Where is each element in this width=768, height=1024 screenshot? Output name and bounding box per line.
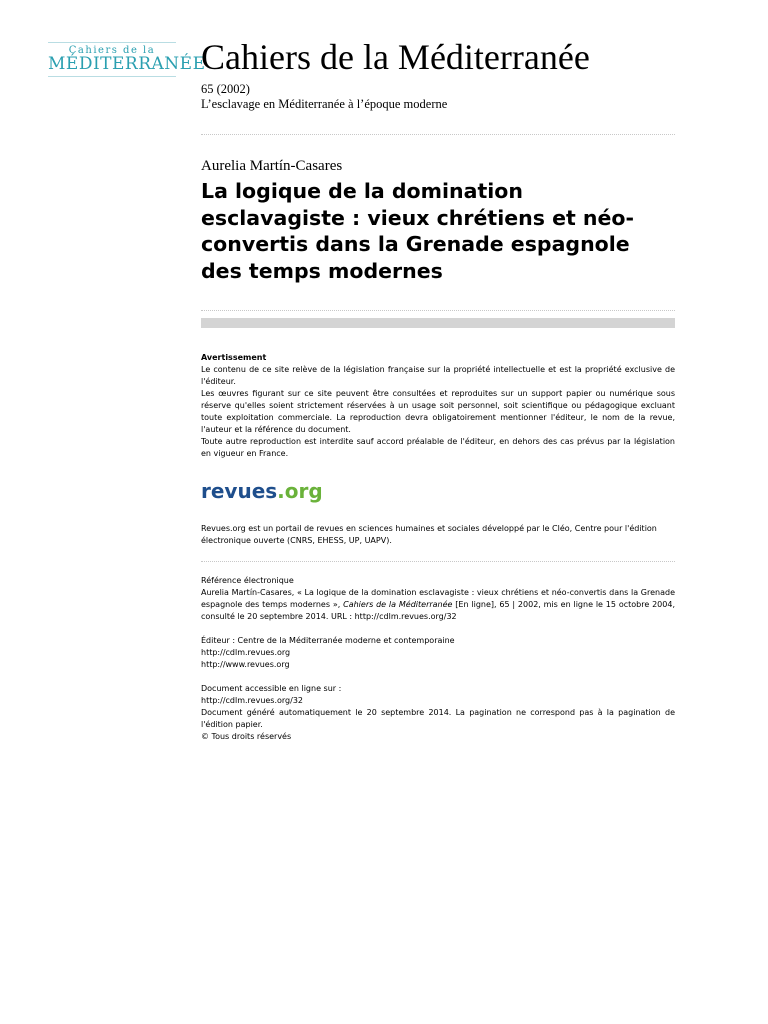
article-title: La logique de la domination esclavagiste : vieux chrétiens et néo-convertis dans la Grenade espagnole des temps modernes bbox=[201, 179, 634, 283]
notice-paragraph: Le contenu de ce site relève de la législation française sur la propriété intellectuelle et est la propriété exclusive de l'éditeur. bbox=[201, 365, 675, 386]
generation-note: Document généré automatiquement le 20 septembre 2014. La pagination ne correspond pas à la pagination de l'édition papier. bbox=[201, 708, 675, 729]
divider bbox=[201, 310, 675, 311]
reference-label: Référence électronique bbox=[201, 576, 294, 585]
journal-title: Cahiers de la Méditerranée bbox=[201, 37, 590, 77]
notice-paragraph: Toute autre reproduction est interdite sauf accord préalable de l'éditeur, en dehors des cas prévus par la législation en vigueur en France. bbox=[201, 437, 675, 458]
journal-logo bbox=[48, 42, 206, 77]
portal-description: Revues.org est un portail de revues en sciences humaines et sociales développé par le Cléo, Centre pour l'édition électronique ouverte (CNRS, EHESS, UP, UAPV). bbox=[201, 524, 657, 545]
logo-top-word: Cahiers de la bbox=[68, 45, 156, 56]
revues-logo-part2: .org bbox=[277, 479, 323, 503]
gray-bar bbox=[201, 318, 675, 328]
citation-journal: Cahiers de la Méditerranée bbox=[343, 600, 453, 609]
citation-text: Aurelia Martín-Casares, « La logique de la domination esclavagiste : vieux chrétiens et néo-convertis dans la Grenade espagnole des temps modernes », bbox=[201, 588, 675, 609]
divider bbox=[201, 561, 675, 562]
citation bbox=[201, 587, 675, 623]
logo-rule-bottom bbox=[48, 76, 176, 77]
issue-number: 65 (2002) bbox=[201, 82, 250, 96]
notice-heading: Avertissement bbox=[201, 353, 267, 362]
legal-notice bbox=[201, 352, 675, 460]
citation-text-after: [En ligne], 65 | 2002, mis en ligne le 15 octobre 2004, consulté le 20 septembre 2014. URL : http://cdlm.revues.org/32 bbox=[201, 600, 675, 621]
revues-org-logo[interactable] bbox=[201, 478, 323, 504]
notice-paragraph: Les œuvres figurant sur ce site peuvent être consultées et reproduites sur un support papier ou numérique sous réserve qu'elles soient strictement réservées à un usage soit personnel, soit scientifique ou pédagogique excluant toute exploitation commerciale. La reproduction devra obligatoirement mentionner l'éditeur, le nom de la revue, l'auteur et la référence du document. bbox=[201, 389, 675, 434]
revues-url-link[interactable]: http://www.revues.org bbox=[201, 660, 290, 669]
article-author: Aurelia Martín-Casares bbox=[201, 158, 343, 174]
issue-theme: L’esclavage en Méditerranée à l’époque moderne bbox=[201, 97, 448, 111]
copyright-notice: © Tous droits réservés bbox=[201, 732, 292, 741]
access-label: Document accessible en ligne sur : bbox=[201, 684, 342, 693]
publisher: Éditeur : Centre de la Méditerranée moderne et contemporaine bbox=[201, 636, 455, 645]
divider bbox=[201, 134, 675, 135]
revues-logo-part1: revues bbox=[201, 479, 278, 503]
logo-big-word: MÉDITERRANÉE bbox=[48, 54, 206, 74]
access-url-link[interactable]: http://cdlm.revues.org/32 bbox=[201, 696, 304, 705]
electronic-reference bbox=[201, 575, 675, 743]
journal-url-link[interactable]: http://cdlm.revues.org bbox=[201, 648, 291, 657]
logo-rule-top bbox=[48, 42, 176, 43]
